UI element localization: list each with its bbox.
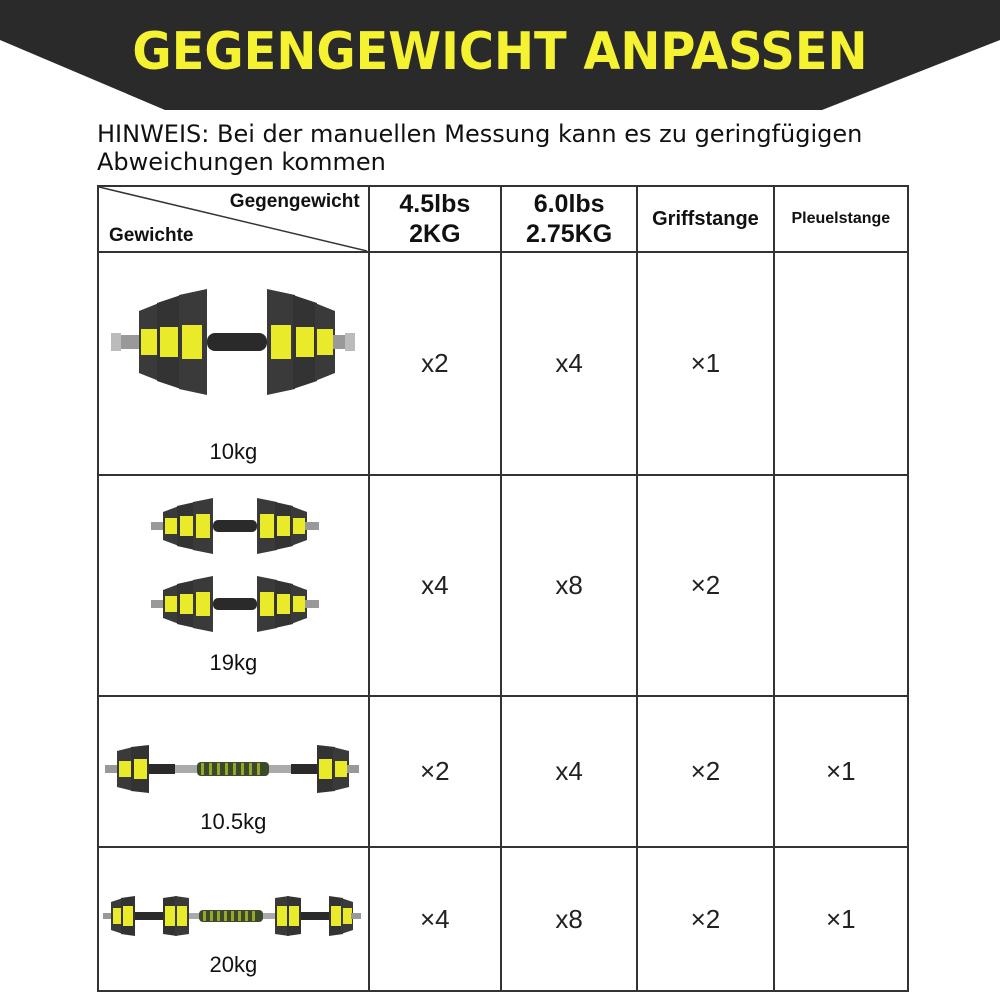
column-header-line2: 2.75KG: [526, 220, 613, 248]
weight-image-cell: [98, 475, 369, 696]
corner-header: [98, 186, 369, 252]
count-cell: [774, 252, 908, 475]
weight-label: 19kg: [209, 650, 258, 675]
column-header-line1: Pleuelstange: [791, 210, 891, 227]
count-cell: ×2: [637, 847, 773, 991]
count-cell: x4: [369, 475, 501, 696]
long-barbell-icon: [99, 886, 367, 946]
column-header: [501, 186, 637, 252]
two-dumbbells-icon: [99, 486, 367, 656]
weight-image-cell: [98, 252, 369, 475]
table-header-row: [98, 186, 908, 252]
table-row: [98, 696, 908, 847]
weight-image-cell: [98, 696, 369, 847]
note-text: [97, 120, 977, 176]
count-cell: x8: [501, 847, 637, 991]
count-cell: x8: [501, 475, 637, 696]
count-cell: ×1: [774, 847, 908, 991]
count-cell: x4: [501, 252, 637, 475]
corner-label-weights: Gewichte: [109, 225, 194, 246]
weight-label: 10kg: [209, 439, 258, 464]
count-cell: ×2: [637, 696, 773, 847]
column-header: [369, 186, 501, 252]
counterweight-table: [97, 185, 909, 992]
column-header: [637, 186, 773, 252]
table-row: [98, 252, 908, 475]
count-cell: [774, 475, 908, 696]
title-banner: [0, 0, 1000, 112]
column-header: [774, 186, 908, 252]
count-cell: ×2: [637, 475, 773, 696]
weight-label: 10.5kg: [200, 809, 267, 834]
short-barbell-icon: [99, 733, 367, 803]
column-header-line1: 4.5lbs: [399, 190, 471, 218]
column-header-line1: 6.0lbs: [533, 190, 605, 218]
count-cell: ×2: [369, 696, 501, 847]
count-cell: ×1: [774, 696, 908, 847]
table-row: [98, 475, 908, 696]
count-cell: ×4: [369, 847, 501, 991]
banner-title: GEGENGEWICHT ANPASSEN: [132, 22, 868, 82]
count-cell: ×1: [637, 252, 773, 475]
column-header-line1: Griffstange: [652, 208, 759, 230]
count-cell: x2: [369, 252, 501, 475]
dumbbell-icon: [99, 273, 367, 443]
corner-label-counterweight: Gegengewicht: [229, 191, 360, 212]
weight-image-cell: [98, 847, 369, 991]
table-row: [98, 847, 908, 991]
column-header-line2: 2KG: [409, 220, 461, 248]
weight-label: 20kg: [209, 952, 258, 977]
note-line-2: Abweichungen kommen: [97, 148, 386, 176]
note-line-1: HINWEIS: Bei der manuellen Messung kann es zu geringfügigen: [97, 120, 863, 148]
count-cell: x4: [501, 696, 637, 847]
